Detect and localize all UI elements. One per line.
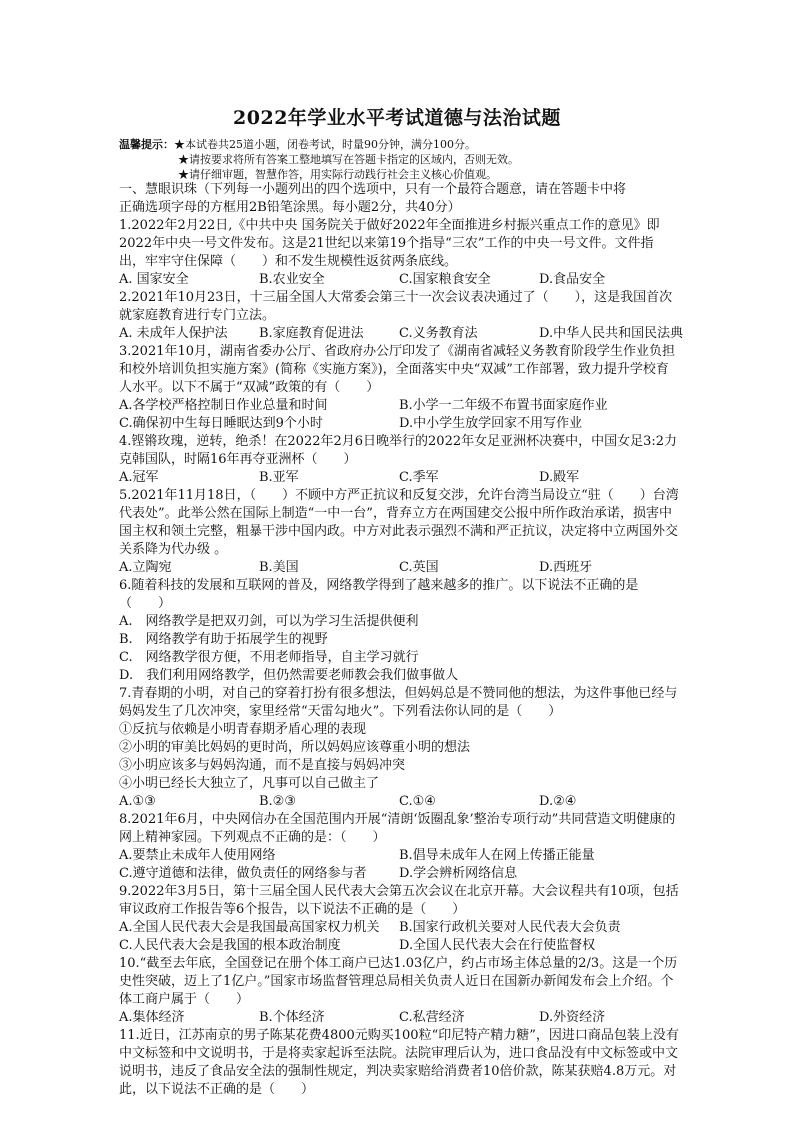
q1-option-d: D.食品安全 bbox=[539, 272, 606, 287]
q7-statement-1: ①反抗与依赖是小明青春期矛盾心理的表现 bbox=[119, 722, 367, 737]
q10-option-b: B.个体经济 bbox=[259, 1010, 325, 1025]
q8-option-c: C.遵守道德和法律，做负责任的网络参与者 bbox=[119, 866, 367, 881]
tips-lead: 温馨提示： bbox=[119, 138, 174, 151]
q2-stem: 2.2021年10月23日，十三届全国人大常委会第三十一次会议表决通过了（ ），这是我国首次就家庭教育进行专门立法。 bbox=[119, 290, 673, 323]
q1-option-b: B.农业安全 bbox=[259, 272, 325, 287]
tips-row-1 bbox=[119, 137, 719, 152]
q2-option-c: C.义务教育法 bbox=[399, 326, 478, 341]
q8-option-b: B.倡导未成年人在网上传播正能量 bbox=[399, 848, 595, 863]
q6-option-b: B. 网络教学有助于拓展学生的视野 bbox=[119, 632, 328, 647]
q7-statement-3: ③小明应该多与妈妈沟通，而不是直接与妈妈冲突 bbox=[119, 758, 406, 773]
section-heading-1: 一、慧眼识珠（下列每一小题列出的四个选项中，只有一个最符合题意，请在答题卡中将 bbox=[119, 182, 627, 197]
q1-stem: 1.2022年2月22日,《中共中央 国务院关于做好2022年全面推进乡村振兴重点工作的意见》即2022年中央一号文件发布。这是21世纪以来第19个指导“三农”工作的中央一号文件。文件指出，牢牢守住保障（ ）和不发生规模性返贫两条底线。 bbox=[119, 218, 660, 269]
q5-option-c: C.英国 bbox=[399, 560, 439, 575]
q7-statement-2: ②小明的审美比妈妈的更时尚，所以妈妈应该尊重小明的想法 bbox=[119, 740, 471, 755]
q2-option-a: A. 未成年人保护法 bbox=[119, 326, 228, 341]
q9-option-c: C.人民代表大会是我国的根本政治制度 bbox=[119, 938, 341, 953]
q4-stem: 4.铿锵玫瑰，逆转，绝杀！在2022年2月6日晚举行的2022年女足亚洲杯决赛中，中国女足3:2力克韩国队，时隔16年再夺亚洲杯（ ） bbox=[119, 434, 678, 467]
q6-option-c: C. 网络教学很方便，不用老师指导，自主学习就行 bbox=[119, 650, 419, 665]
q9-options-row-1 bbox=[119, 919, 679, 937]
q9-option-b: B.国家行政机关要对人民代表大会负责 bbox=[399, 920, 621, 935]
tips-line-3: ★请仔细审题，智慧作答，用实际行动践行社会主义核心价值观。 bbox=[178, 168, 497, 181]
q9-option-d: D.全国人民代表大会在行使监督权 bbox=[399, 938, 596, 953]
q7-option-c: C.①④ bbox=[399, 794, 436, 809]
question-body bbox=[119, 181, 684, 1099]
q1-option-a: A. 国家安全 bbox=[119, 272, 189, 287]
tips-block bbox=[119, 137, 719, 182]
q6-stem: 6.随着科技的发展和互联网的普及，网络教学得到了越来越多的推广。以下说法不正确的是（ ） bbox=[119, 578, 639, 611]
q10-options bbox=[119, 1009, 679, 1027]
q2-option-d: D.中华人民共和国民法典 bbox=[539, 326, 684, 341]
tips-line-1: ★本试卷共25道小题，闭卷考试，时量90分钟，满分100分。 bbox=[174, 138, 476, 151]
q1-options bbox=[119, 271, 679, 289]
q11-stem: 11.近日，江苏南京的男子陈某花费4800元购买100粒“印尼特产精力糖”，因进口商品包装上没有中文标签和中文说明书，于是将卖家起诉至法院。法院审理后认为，进口食品没有中文标签或中文说明书，违反了食品安全法的强制性规定，判决卖家赔给消费者10倍价款，陈某获赔4.8万元。对此，以下说法不正确的是（ ） bbox=[119, 1028, 679, 1097]
q4-option-c: C.季军 bbox=[399, 470, 439, 485]
q3-option-a: A.各学校严格控制日作业总量和时间 bbox=[119, 398, 328, 413]
q9-option-a: A.全国人民代表大会是我国最高国家权力机关 bbox=[119, 920, 380, 935]
q6-option-d: D. 我们利用网络教学，但仍然需要老师教会我们做事做人 bbox=[119, 668, 459, 683]
q10-option-d: D.外资经济 bbox=[539, 1010, 606, 1025]
q8-stem: 8.2021年6月，中央网信办在全国范围内开展“清朗‘饭圈乱象’整治专项行动”共同营造文明健康的网上精神家园。下列观点不正确的是：（ ） bbox=[119, 812, 676, 845]
section-heading-2: 正确选项字母的方框用2B铅笔涂黑。每小题2分，共40分） bbox=[119, 200, 461, 215]
q5-options bbox=[119, 559, 679, 577]
q7-options bbox=[119, 793, 679, 811]
q3-stem: 3.2021年10月，湖南省委办公厅、省政府办公厅印发了《湖南省减轻义务教育阶段学生作业负担和校外培训负担实施方案》(简称《实施方案》)，全面落实中央“双减”工作部署，致力提升学校育人水平。以下不属于“双减”政策的有（ ） bbox=[119, 344, 676, 395]
q2-options bbox=[119, 325, 684, 343]
q7-option-d: D.②④ bbox=[539, 794, 577, 809]
q4-option-d: D.殿军 bbox=[539, 470, 580, 485]
q6-option-a: A. 网络教学是把双刃剑，可以为学习生活提供便利 bbox=[119, 614, 419, 629]
q2-option-b: B.家庭教育促进法 bbox=[259, 326, 364, 341]
q4-option-b: B.亚军 bbox=[259, 470, 299, 485]
q4-option-a: A.冠军 bbox=[119, 470, 159, 485]
q7-option-b: B.②③ bbox=[259, 794, 296, 809]
q9-options-row-2 bbox=[119, 937, 679, 955]
q8-option-a: A.要禁止未成年人使用网络 bbox=[119, 848, 276, 863]
page-title: 2022年学业水平考试道德与法治试题 bbox=[233, 107, 561, 129]
q4-options bbox=[119, 469, 679, 487]
q7-statement-4: ④小明已经长大独立了，凡事可以自己做主了 bbox=[119, 776, 380, 791]
q8-options-row-2 bbox=[119, 865, 679, 883]
q7-stem: 7.青春期的小明，对自己的穿着打扮有很多想法，但妈妈总是不赞同他的想法，为这件事他已经与妈妈发生了几次冲突，家里经常“天雷勾地火”。下列看法你认同的是（ ） bbox=[119, 686, 678, 719]
q3-option-d: D.中小学生放学回家不用写作业 bbox=[399, 416, 583, 431]
q8-option-d: D.学会辨析网络信息 bbox=[399, 866, 518, 881]
q5-stem: 5.2021年11月18日，（ ）不顾中方严正抗议和反复交涉，允许台湾当局设立“驻（ ）台湾代表处”。此举公然在国际上制造“一中一台”，背弃立方在两国建交公报中所作政治承诺，损害中国主权和领土完整，粗暴干涉中国内政。中方对此表示强烈不满和严正抗议，决定将中立两国外交关系降为代办级 。 bbox=[119, 488, 679, 557]
q7-option-a: A.①③ bbox=[119, 794, 156, 809]
q8-options-row-1 bbox=[119, 847, 679, 865]
q5-option-a: A.立陶宛 bbox=[119, 560, 172, 575]
q10-stem: 10.“截至去年底，全国登记在册个体工商户已达1.03亿户，约占市场主体总量的2/3。这是一个历史性突破，迈上了1亿户。”国家市场监督管理总局相关负责人近日在国新办新闻发布会上介绍。个体工商户属于（ ） bbox=[119, 956, 678, 1007]
q3-option-b: B.小学一二年级不布置书面家庭作业 bbox=[399, 398, 608, 413]
q3-option-c: C.确保初中生每日睡眠达到9个小时 bbox=[119, 416, 323, 431]
q9-stem: 9.2022年3月5日，第十三届全国人民代表大会第五次会议在北京开幕。大会议程共有10项，包括审议政府工作报告等6个报告，以下说法不正确的是（ ） bbox=[119, 884, 679, 917]
q1-option-c: C.国家粮食安全 bbox=[399, 272, 491, 287]
q10-option-c: C.私营经济 bbox=[399, 1010, 465, 1025]
q3-options-row-2 bbox=[119, 415, 679, 433]
q3-options-row-1 bbox=[119, 397, 679, 415]
tips-line-2: ★请按要求将所有答案工整地填写在答题卡指定的区域内，否则无效。 bbox=[178, 153, 519, 166]
q5-option-b: B.美国 bbox=[259, 560, 299, 575]
q5-option-d: D.西班牙 bbox=[539, 560, 593, 575]
q10-option-a: A.集体经济 bbox=[119, 1010, 185, 1025]
